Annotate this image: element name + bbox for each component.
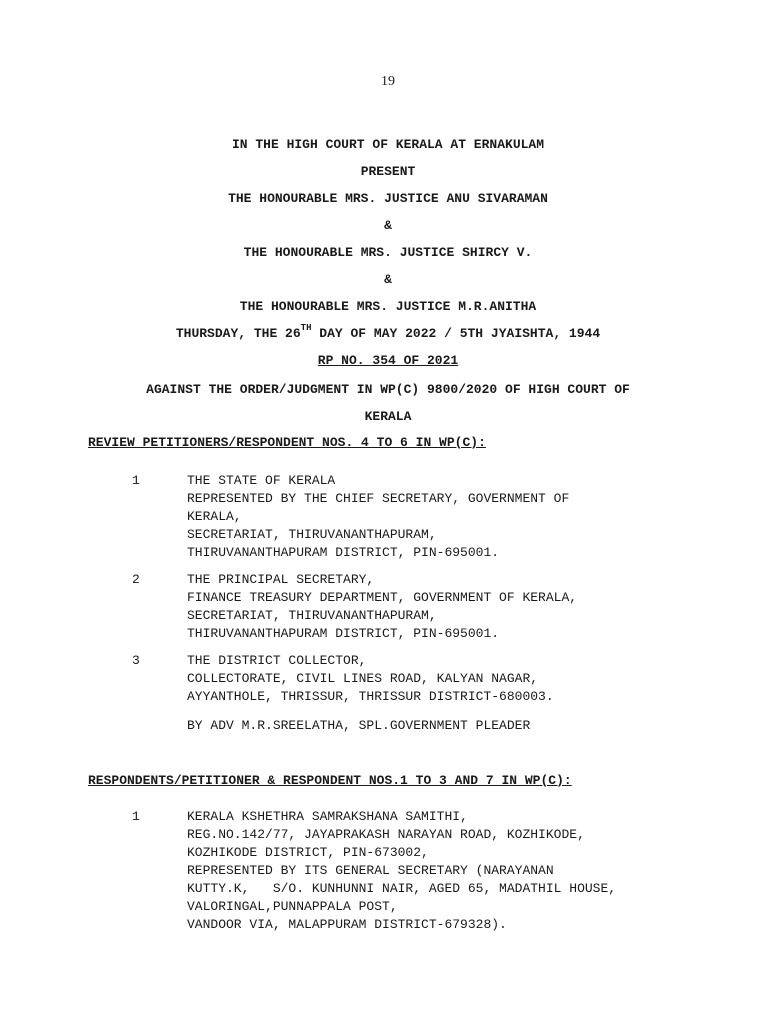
address-line: COLLECTORATE, CIVIL LINES ROAD, KALYAN NAGAR, xyxy=(187,671,539,686)
address-line: REPRESENTED BY ITS GENERAL SECRETARY (NARAYANAN xyxy=(187,863,554,878)
address-line: VANDOOR VIA, MALAPPURAM DISTRICT-679328). xyxy=(187,917,507,932)
address-line: KOZHIKODE DISTRICT, PIN-673002, xyxy=(187,845,429,860)
court-name: IN THE HIGH COURT OF KERALA AT ERNAKULAM xyxy=(231,137,545,152)
address-line: SECRETARIAT, THIRUVANANTHAPURAM, xyxy=(187,608,437,623)
entry-number: 3 xyxy=(132,653,140,668)
address-line: THE PRINCIPAL SECRETARY, xyxy=(187,572,375,587)
entry-number: 1 xyxy=(132,809,140,824)
address-line: VALORINGAL,PUNNAPPALA POST, xyxy=(187,899,398,914)
hearing-date xyxy=(0,323,768,342)
counsel-text: BY ADV M.R.SREELATHA, SPL.GOVERNMENT PLEADER xyxy=(187,718,531,733)
address-line: KERALA KSHETHRA SAMRAKSHANA SAMITHI, xyxy=(187,809,468,824)
ampersand-2: & xyxy=(384,272,392,287)
judge-1: THE HONOURABLE MRS. JUSTICE ANU SIVARAMAN xyxy=(228,191,548,206)
entry-address xyxy=(187,571,577,643)
address-line: KUTTY.K, S/O. KUNHUNNI NAIR, AGED 65, MADATHIL HOUSE, xyxy=(187,881,617,896)
respondents-heading: RESPONDENTS/PETITIONER & RESPONDENT NOS.1 TO 3 AND 7 IN WP(C): xyxy=(88,773,572,788)
against-line-1: AGAINST THE ORDER/JUDGMENT IN WP(C) 9800/2020 OF HIGH COURT OF xyxy=(146,382,630,397)
address-line: KERALA, xyxy=(187,509,242,524)
entry-number: 1 xyxy=(132,473,140,488)
address-line: THE STATE OF KERALA xyxy=(187,473,336,488)
address-line: REG.NO.142/77, JAYAPRAKASH NARAYAN ROAD, KOZHIKODE, xyxy=(187,827,585,842)
judge-2: THE HONOURABLE MRS. JUSTICE SHIRCY V. xyxy=(243,245,533,260)
address-line: THE DISTRICT COLLECTOR, xyxy=(187,653,367,668)
address-line: SECRETARIAT, THIRUVANANTHAPURAM, xyxy=(187,527,437,542)
judge-3: THE HONOURABLE MRS. JUSTICE M.R.ANITHA xyxy=(239,299,537,314)
against-line-2: KERALA xyxy=(364,409,412,424)
petitioners-heading: REVIEW PETITIONERS/RESPONDENT NOS. 4 TO 6 IN WP(C): xyxy=(88,435,486,450)
page-number: 19 xyxy=(381,74,395,89)
ampersand-1: & xyxy=(384,218,392,233)
entry-address xyxy=(187,808,616,934)
address-line: REPRESENTED BY THE CHIEF SECRETARY, GOVERNMENT OF xyxy=(187,491,570,506)
present-label: PRESENT xyxy=(360,164,416,179)
address-line: FINANCE TREASURY DEPARTMENT, GOVERNMENT OF KERALA, xyxy=(187,590,578,605)
address-line: THIRUVANANTHAPURAM DISTRICT, PIN-695001. xyxy=(187,626,500,641)
entry-address xyxy=(187,472,569,562)
date-superscript: TH xyxy=(300,323,312,333)
entry-number: 2 xyxy=(132,572,140,587)
date-suffix: DAY OF MAY 2022 / 5TH JYAISHTA, 1944 xyxy=(311,326,601,341)
address-line: AYYANTHOLE, THRISSUR, THRISSUR DISTRICT-680003. xyxy=(187,689,554,704)
date-prefix: THURSDAY, THE 26 xyxy=(175,326,301,341)
case-number: RP NO. 354 OF 2021 xyxy=(317,353,459,368)
entry-address xyxy=(187,652,554,706)
address-line: THIRUVANANTHAPURAM DISTRICT, PIN-695001. xyxy=(187,545,500,560)
